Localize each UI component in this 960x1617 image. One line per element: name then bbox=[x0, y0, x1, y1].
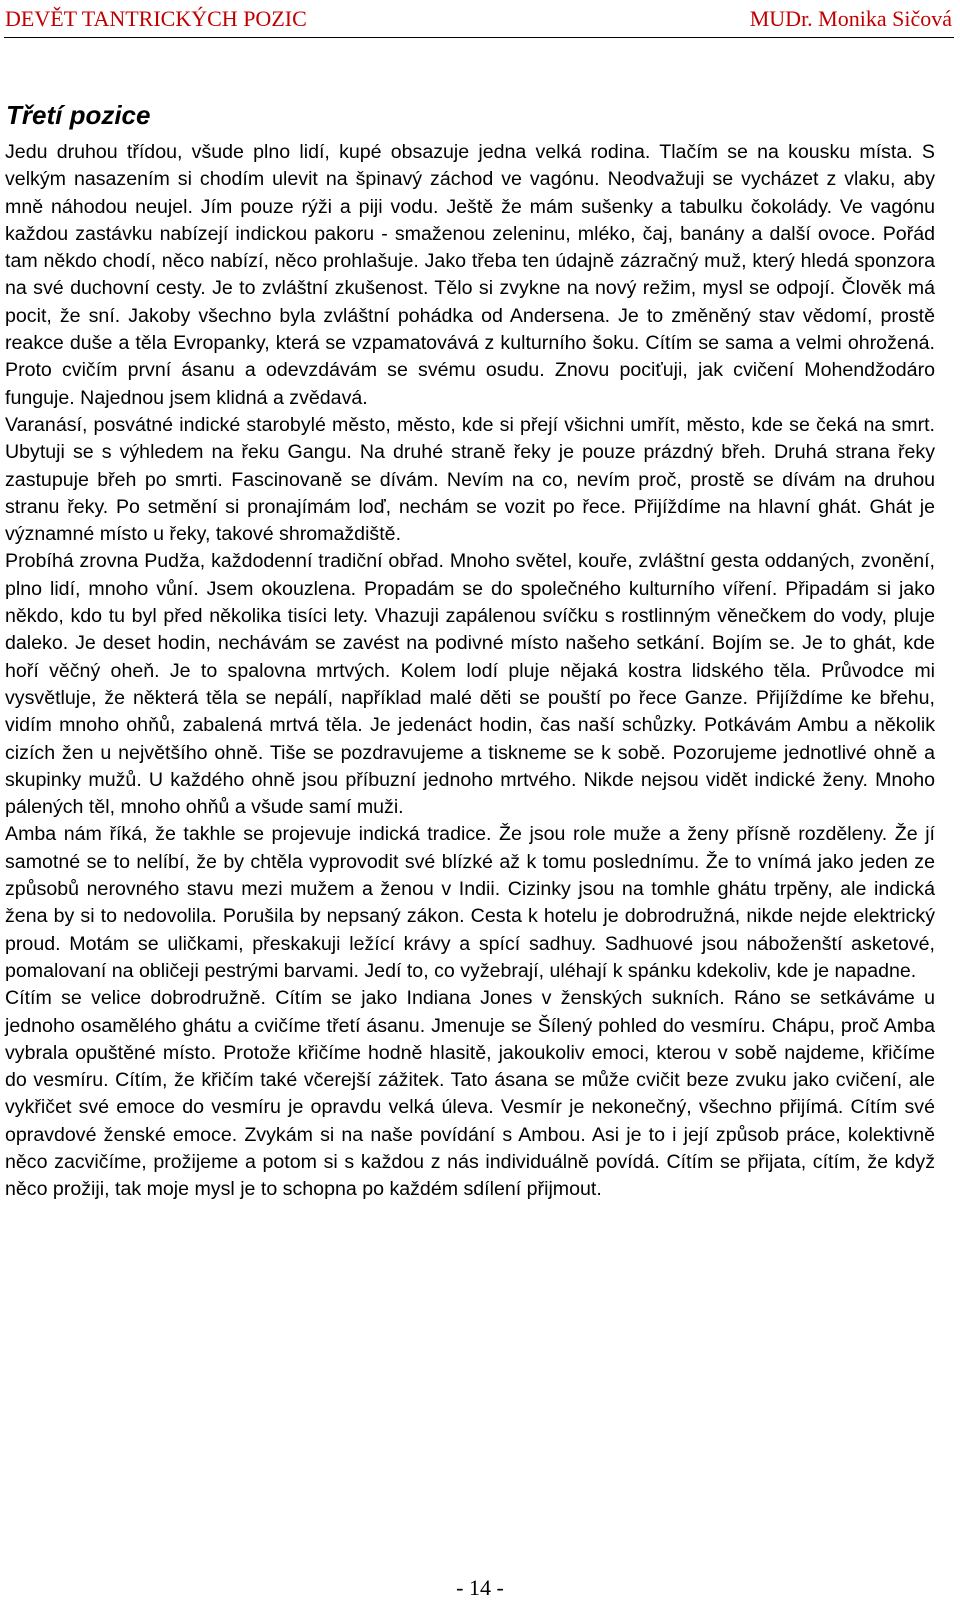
section-title: Třetí pozice bbox=[6, 100, 151, 130]
paragraph: Amba nám říká, že takhle se projevuje indická tradice. Že jsou role muže a ženy přísně rozděleny. Že jí samotné se to nelíbí, že by chtěla vyprovodit své blízké až k tomu poslednímu. Že to vnímá jako jeden ze způsobů nerovného stavu mezi mužem a ženou v Indii. Cizinky jsou na tomhle ghátu trpěny, ale indická žena by si to nedovolila. Porušila by nepsaný zákon. Cesta k hotelu je dobrodružná, nikde nejde elektrický proud. Motám se uličkami, přeskakuji ležící krávy a spící sadhuy. Sadhuové jsou náboženští asketové, pomalovaní na obličeji pestrými barvami. Jedí to, co vyžebrají, uléhají k spánku kdekoliv, kde je napadne. bbox=[5, 823, 935, 982]
page-number: - 14 - bbox=[456, 1575, 504, 1600]
header-book-title: DEVĚT TANTRICKÝCH POZIC bbox=[5, 6, 307, 31]
header-author: MUDr. Monika Sičová bbox=[749, 6, 952, 31]
paragraph: Cítím se velice dobrodružně. Cítím se jako Indiana Jones v ženských sukních. Ráno se setkáváme u jednoho osamělého ghátu a cvičíme třetí ásanu. Jmenuje se Šílený pohled do vesmíru. Chápu, proč Amba vybrala opuštěné místo. Protože křičíme hodně hlasitě, jakoukoliv emoci, kterou v sobě najdeme, křičíme do vesmíru. Cítím, že křičím také včerejší zážitek. Tato ásana se může cvičit beze zvuku jako cvičení, ale vykřičet své emoce do vesmíru je opravdu velká úleva. Vesmír je nekonečný, všechno přijímá. Cítím své opravdové ženské emoce. Zvykám si na naše povídání s Ambou. Asi je to i její způsob práce, kolektivně něco zacvičíme, prožijeme a potom si s každou z nás individuálně povídá. Cítím se přijata, cítím, že když něco prožiji, tak moje mysl je to schopna po každém sdílení přijmout. bbox=[5, 987, 935, 1201]
paragraph: Probíhá zrovna Pudža, každodenní tradiční obřad. Mnoho světel, kouře, zvláštní gesta oddaných, zvonění, plno lidí, mnoho vůní. Jsem okouzlena. Propadám se do společného kulturního víření. Připadám si jako někdo, kdo tu byl před několika tisíci lety. Vhazuji zapálenou svíčku s rostlinným věnečkem do vody, pluje daleko. Je deset hodin, nechávám se zavést na podivné místo našeho setkání. Bojím se. Je to ghát, kde hoří věčný oheň. Je to spalovna mrtvých. Kolem lodí pluje nějaká kostra lidského těla. Průvodce mi vysvětluje, že některá těla se nepálí, například malé děti se pouští po řece Ganze. Přijíždíme ke břehu, vidím mnoho ohňů, zabalená mrtvá těla. Je jedenáct hodin, čas naší schůzky. Potkávám Ambu a několik cizích žen u největšího ohně. Tiše se pozdravujeme a tiskneme se k sobě. Pozorujeme jednotlivé ohně a skupinky mužů. U každého ohně jsou příbuzní jednoho mrtvého. Nikde nejsou vidět indické ženy. Mnoho pálených těl, mnoho ohňů a všude samí muži. bbox=[5, 550, 935, 819]
body-text bbox=[5, 139, 935, 1204]
running-header bbox=[4, 3, 954, 38]
paragraph: Jedu druhou třídou, všude plno lidí, kupé obsazuje jedna velká rodina. Tlačím se na kousku místa. S velkým nasazením si chodím ulevit na špinavý záchod ve vagónu. Neodvažuji se vycházet z vlaku, aby mně náhodou neujel. Jím pouze rýži a piji vodu. Ještě že mám sušenky a tabulku čokolády. Ve vagónu každou zastávku nabízejí indickou pakoru - smaženou zeleninu, mléko, čaj, banány a další ovoce. Pořád tam někdo chodí, něco nabízí, něco prohlašuje. Jako třeba ten údajně zázračný muž, který hledá sponzora na své duchovní cesty. Je to zvláštní zkušenost. Tělo si zvykne na nový režim, mysl se odpojí. Člověk má pocit, že sní. Jakoby všechno byla zvláštní pohádka od Andersena. Je to změněný stav vědomí, prostě reakce duše a těla Evropanky, která se vzpamatovává z kulturního šoku. Cítím se sama a velmi ohrožená. Proto cvičím první ásanu a odevzdávám se svému osudu. Znovu pociťuji, jak cvičení Mohendžodáro funguje. Najednou jsem klidná a zvědavá. bbox=[5, 141, 935, 409]
paragraph: Varanásí, posvátné indické starobylé město, město, kde si přejí všichni umřít, město, kde se čeká na smrt. Ubytuji se s výhledem na řeku Gangu. Na druhé straně řeky je pouze prázdný břeh. Druhá strana řeky zastupuje břeh po smrti. Fascinovaně se dívám. Nevím na co, nevím proč, prostě se dívám na druhou stranu řeky. Po setmění si pronajímám loď, nechám se vozit po řece. Přijíždíme na hlavní ghát. Ghát je významné místo u řeky, takové shromaždiště. bbox=[5, 413, 935, 546]
